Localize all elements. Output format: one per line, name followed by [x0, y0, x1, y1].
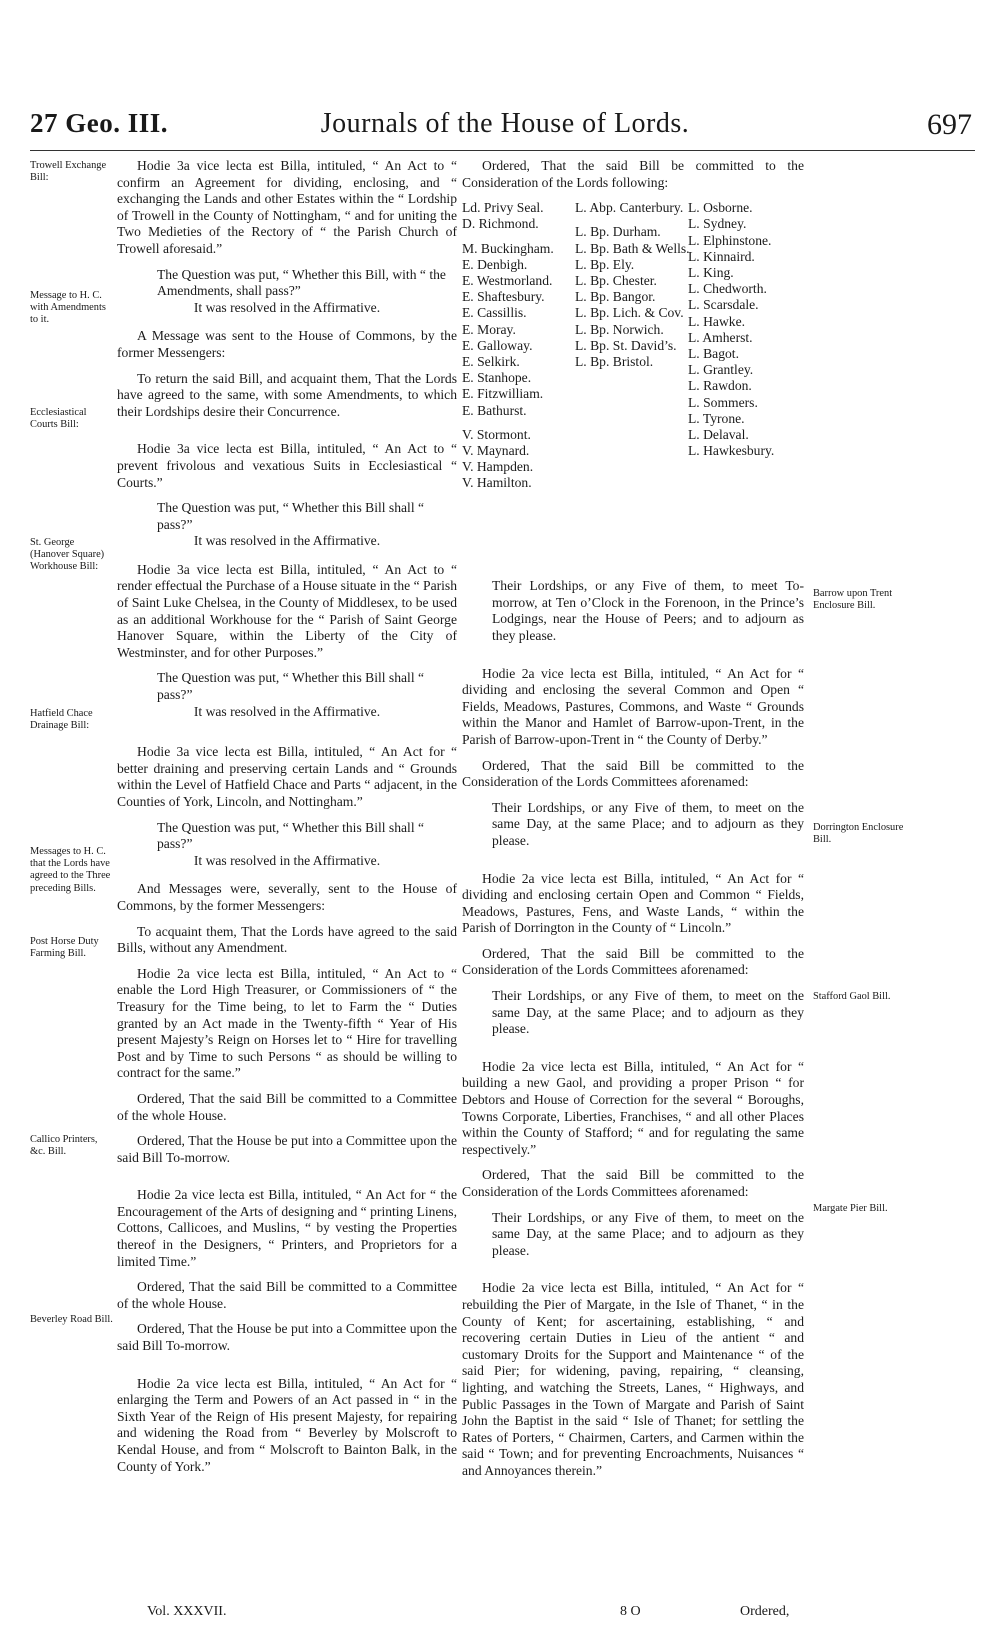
- lord-name: Ld. Privy Seal.: [462, 200, 544, 216]
- lord-name: D. Richmond.: [462, 216, 539, 232]
- lord-name: L. Tyrone.: [688, 410, 745, 426]
- lord-name: L. Elphinstone.: [688, 232, 772, 248]
- lord-name: E. Fitzwilliam.: [462, 386, 544, 402]
- paragraph: Their Lordships, or any Five of them, to meet To-morrow, at Ten o’Clock in the Forenoon, in the Prince’s Lodgings, near the House of Peers; and to adjourn as they please.: [492, 578, 804, 643]
- sidenote-barrow: Barrow upon Trent Enclosure Bill.: [813, 588, 893, 612]
- paragraph: And Messages were, severally, sent to the House of Commons, by the former Messengers:: [117, 881, 457, 913]
- lords-column-2: [575, 200, 693, 370]
- lord-name: M. Buckingham.: [462, 240, 554, 256]
- paragraph: Ordered, That the said Bill be committed to a Committee of the whole House.: [117, 1279, 457, 1311]
- lord-name: L. Sommers.: [688, 394, 758, 410]
- paragraph: Ordered, That the House be put into a Committee upon the said Bill To-morrow.: [117, 1321, 457, 1354]
- lord-name: V. Stormont.: [462, 426, 531, 442]
- paragraph: Hodie 2a vice lecta est Billa, intituled, “ An Act for “ dividing and enclosing the several Common and Open “ Fields, Meadows, Pastures, Commons, and Waste “ Grounds within the Manor and Hamlet of Barrow-upon-Trent, in the Parish of Barrow-upon-Trent in “ the County of Derby.”: [462, 665, 804, 747]
- resolution: It was resolved in the Affirmative.: [193, 533, 381, 549]
- paragraph: Hodie 3a vice lecta est Billa, intituled, “ An Act for “ better draining and preserving certain Lands and “ Grounds within the Level of Hatfield Chace and Parts “ adjacent, in the Counties of York, Lincoln, and Nottingham.”: [117, 744, 457, 809]
- paragraph: Ordered, That the said Bill be committed to the Consideration of the Lords Committees aforenamed:: [462, 945, 804, 978]
- lord-name: V. Hampden.: [462, 459, 534, 475]
- lord-name: V. Maynard.: [462, 443, 530, 459]
- sidenote-trowell: Trowell Exchange Bill:: [30, 160, 107, 184]
- page-number: 697: [927, 108, 972, 141]
- question: The Question was put, “ Whether this Bill, with “ the Amendments, shall pass?”: [157, 266, 446, 299]
- sidenote-post-horse: Post Horse Duty Farming Bill.: [30, 936, 99, 960]
- lord-name: E. Galloway.: [462, 337, 533, 353]
- paragraph: Hodie 3a vice lecta est Billa, intituled, “ An Act to “ render effectual the Purchase of a House situate in the “ Parish of Saint Luke Chelsea, in the County of Middlesex, to be used as an additional Workhouse for the “ Parish of Saint George Hanover Square, within the Liberty of the City of Westminster, and for other Purposes.”: [117, 561, 457, 660]
- lords-committee-list: [462, 200, 804, 568]
- lord-name: L. King.: [688, 265, 734, 280]
- paragraph: Their Lordships, or any Five of them, to meet on the same Day, at the same Place; and to adjourn as they please.: [492, 988, 804, 1037]
- lord-name: L. Bp. Lich. & Cov.: [575, 305, 684, 321]
- paragraph: Ordered, That the said Bill be committed to the Consideration of the Lords Committees aforenamed:: [462, 1167, 804, 1199]
- lord-name: L. Abp. Canterbury.: [575, 200, 684, 216]
- sidenote-stafford: Stafford Gaol Bill.: [813, 991, 891, 1002]
- lord-name: E. Selkirk.: [462, 354, 520, 370]
- lord-name: L. Osborne.: [688, 200, 753, 216]
- sidenote-message-amendments: Message to H. C. with Amendments to it.: [30, 290, 106, 326]
- paragraph: Hodie 2a vice lecta est Billa, intituled, “ An Act to “ enable the Lord High Treasurer, or Commissioners of “ the Treasury for the Time being, to let to Farm the “ Duties granted by an Act made in the Twenty-fifth “ Year of His present Majesty’s Reign on Horses let to “ Hire for travelling Post and by Time to such Persons “ as should be willing to contract for the same.”: [117, 965, 457, 1081]
- resolution: It was resolved in the Affirmative.: [193, 852, 381, 868]
- lord-name: L. Hawke.: [688, 313, 745, 329]
- left-column: [117, 158, 457, 1484]
- lord-name: E. Denbigh.: [462, 256, 528, 272]
- regnal-year: 27 Geo. III.: [30, 108, 169, 138]
- lord-name: L. Scarsdale.: [688, 297, 759, 313]
- paragraph: Hodie 2a vice lecta est Billa, intituled, “ An Act for “ building a new Gaol, and providing a proper Prison “ for Debtors and House of Correction for the several “ Boroughs, Towns Corporate, Liberties, Franchises, “ and all other Places within the County of Stafford; “ and for regulating the same respectively.”: [462, 1058, 804, 1157]
- lord-name: L. Bp. Ely.: [575, 256, 635, 272]
- lord-name: L. Bp. Bristol.: [575, 354, 654, 370]
- signature-mark: 8 O: [620, 1604, 641, 1619]
- sidenote-callico: Callico Printers, &c. Bill.: [30, 1134, 98, 1158]
- paragraph: Hodie 3a vice lecta est Billa, intituled, “ An Act to “ confirm an Agreement for dividing, enclosing, and “ exchanging the Lands and other Estates within the “ Lordship of Trowell in the County of Nottingham, “ and for uniting the Two Medieties of the Rectory of “ the Parish Church of Trowell aforesaid.”: [117, 158, 457, 256]
- lord-name: E. Cassillis.: [462, 305, 527, 321]
- paragraph: Ordered, That the said Bill be committed to a Committee of the whole House.: [117, 1090, 457, 1123]
- question: The Question was put, “ Whether this Bill shall “ pass?”: [157, 819, 425, 852]
- lord-name: L. Sydney.: [688, 216, 747, 232]
- lord-name: L. Bp. Chester.: [575, 273, 657, 288]
- lord-name: E. Bathurst.: [462, 402, 527, 418]
- sidenote-ecclesiastical: Ecclesiastical Courts Bill:: [30, 407, 87, 431]
- paragraph: Ordered, That the House be put into a Committee upon the said Bill To-morrow.: [117, 1133, 457, 1165]
- lord-name: L. Bp. Durham.: [575, 224, 661, 240]
- paragraph: Their Lordships, or any Five of them, to meet on the same Day, at the same Place; and to adjourn as they please.: [492, 799, 804, 848]
- lords-column-3: [688, 200, 808, 459]
- lord-name: L. Chedworth.: [688, 281, 767, 297]
- lords-column-1: [462, 200, 574, 491]
- sidenote-dorrington: Dorrington Enclosure Bill.: [813, 822, 904, 846]
- lord-name: E. Moray.: [462, 321, 516, 337]
- lord-name: L. Bp. Bath & Wells.: [575, 240, 690, 256]
- lord-name: V. Hamilton.: [462, 475, 532, 491]
- paragraph: Their Lordships, or any Five of them, to meet on the same Day, at the same Place; and to adjourn as they please.: [492, 1209, 804, 1258]
- lord-name: L. Rawdon.: [688, 378, 752, 394]
- paragraph: Hodie 2a vice lecta est Billa, intituled, “ An Act for “ dividing and enclosing certain Open and Common “ Fields, Meadows, Pastures, Fens, and Waste Lands, “ within the Parish of Dorrington in the County of “ Lincoln.”: [462, 870, 804, 936]
- question: The Question was put, “ Whether this Bill shall “ pass?”: [157, 670, 425, 703]
- header-rule: [30, 150, 975, 151]
- sidenote-hatfield: Hatfield Chace Drainage Bill:: [30, 708, 93, 732]
- paragraph: Hodie 2a vice lecta est Billa, intituled, “ An Act for “ enlarging the Term and Powers of an Act passed in “ in the Sixth Year of the Reign of His present Majesty, for repairing and widening the Road from “ Beverley by Molscroft to Kendal House, and from “ Molscroft to Bainton Balk, in the County of York.”: [117, 1375, 457, 1474]
- lord-name: E. Stanhope.: [462, 370, 532, 386]
- paragraph: Ordered, That the said Bill be committed to the Consideration of the Lords Committees aforenamed:: [462, 757, 804, 790]
- resolution: It was resolved in the Affirmative.: [193, 299, 381, 315]
- paragraph: A Message was sent to the House of Commons, by the former Messengers:: [117, 328, 457, 360]
- right-column: [462, 158, 804, 1489]
- catchword: Ordered,: [740, 1604, 790, 1619]
- paragraph: To return the said Bill, and acquaint them, That the Lords have agreed to the same, with some Amendments, to which their Lordships desire their Concurrence.: [117, 370, 457, 419]
- sidenote-margate: Margate Pier Bill.: [813, 1203, 888, 1214]
- lord-name: L. Bp. Bangor.: [575, 289, 656, 305]
- sidenote-st-george: St. George (Hanover Square) Workhouse Bill:: [30, 537, 105, 573]
- journal-title: Journals of the House of Lords.: [320, 108, 690, 139]
- volume-number: Vol. XXXVII.: [147, 1604, 227, 1619]
- lord-name: E. Shaftesbury.: [462, 289, 545, 305]
- paragraph: Hodie 2a vice lecta est Billa, intituled, “ An Act for “ rebuilding the Pier of Margate, in the Isle of Thanet, “ in the County of Kent; for ascertaining, establishing, “ and recovering certain Duties in Lieu of the antient “ and customary Droits for the Support and Maintenance “ of the said Pier; for widening, paving, repairing, “ cleansing, lighting, and watching the Streets, Lanes, “ Highways, and Public Passages in the Town of Margate and Parish of Saint John the Baptist in the said “ Isle of Thanet; for settling the Rates of Porters, “ Chairmen, Carters, and Carmen within the said “ Town; and for preventing Encroachments, Nuisances “ and Annoyances therein.”: [462, 1280, 804, 1478]
- lord-name: L. Grantley.: [688, 362, 754, 378]
- lord-name: L. Amherst.: [688, 329, 753, 345]
- lord-name: L. Bagot.: [688, 346, 739, 362]
- paragraph: Ordered, That the said Bill be committed to the Consideration of the Lords following:: [462, 158, 804, 190]
- lord-name: L. Kinnaird.: [688, 248, 755, 264]
- paragraph: Hodie 2a vice lecta est Billa, intituled, “ An Act for “ the Encouragement of the Arts of designing and “ printing Linens, Cottons, Callicoes, and Muslins, “ by vesting the Properties thereof in the Designers, “ Printers, and Proprietors for a limited Time.”: [117, 1187, 457, 1269]
- lord-name: L. Delaval.: [688, 427, 749, 443]
- sidenote-messages-three: Messages to H. C. that the Lords have agreed to the Three preceding Bills.: [30, 846, 111, 894]
- lord-name: L. Hawkesbury.: [688, 443, 775, 459]
- paragraph: Hodie 3a vice lecta est Billa, intituled, “ An Act to “ prevent frivolous and vexatious Suits in Ecclesiastical “ Courts.”: [117, 441, 457, 490]
- question: The Question was put, “ Whether this Bill shall “ pass?”: [157, 500, 425, 532]
- paragraph: To acquaint them, That the Lords have agreed to the said Bills, without any Amendment.: [117, 923, 457, 956]
- lord-name: E. Westmorland.: [462, 273, 553, 288]
- resolution: It was resolved in the Affirmative.: [193, 703, 381, 719]
- lord-name: L. Bp. Norwich.: [575, 321, 664, 337]
- lord-name: L. Bp. St. David’s.: [575, 337, 677, 353]
- sidenote-beverley: Beverley Road Bill.: [30, 1314, 113, 1325]
